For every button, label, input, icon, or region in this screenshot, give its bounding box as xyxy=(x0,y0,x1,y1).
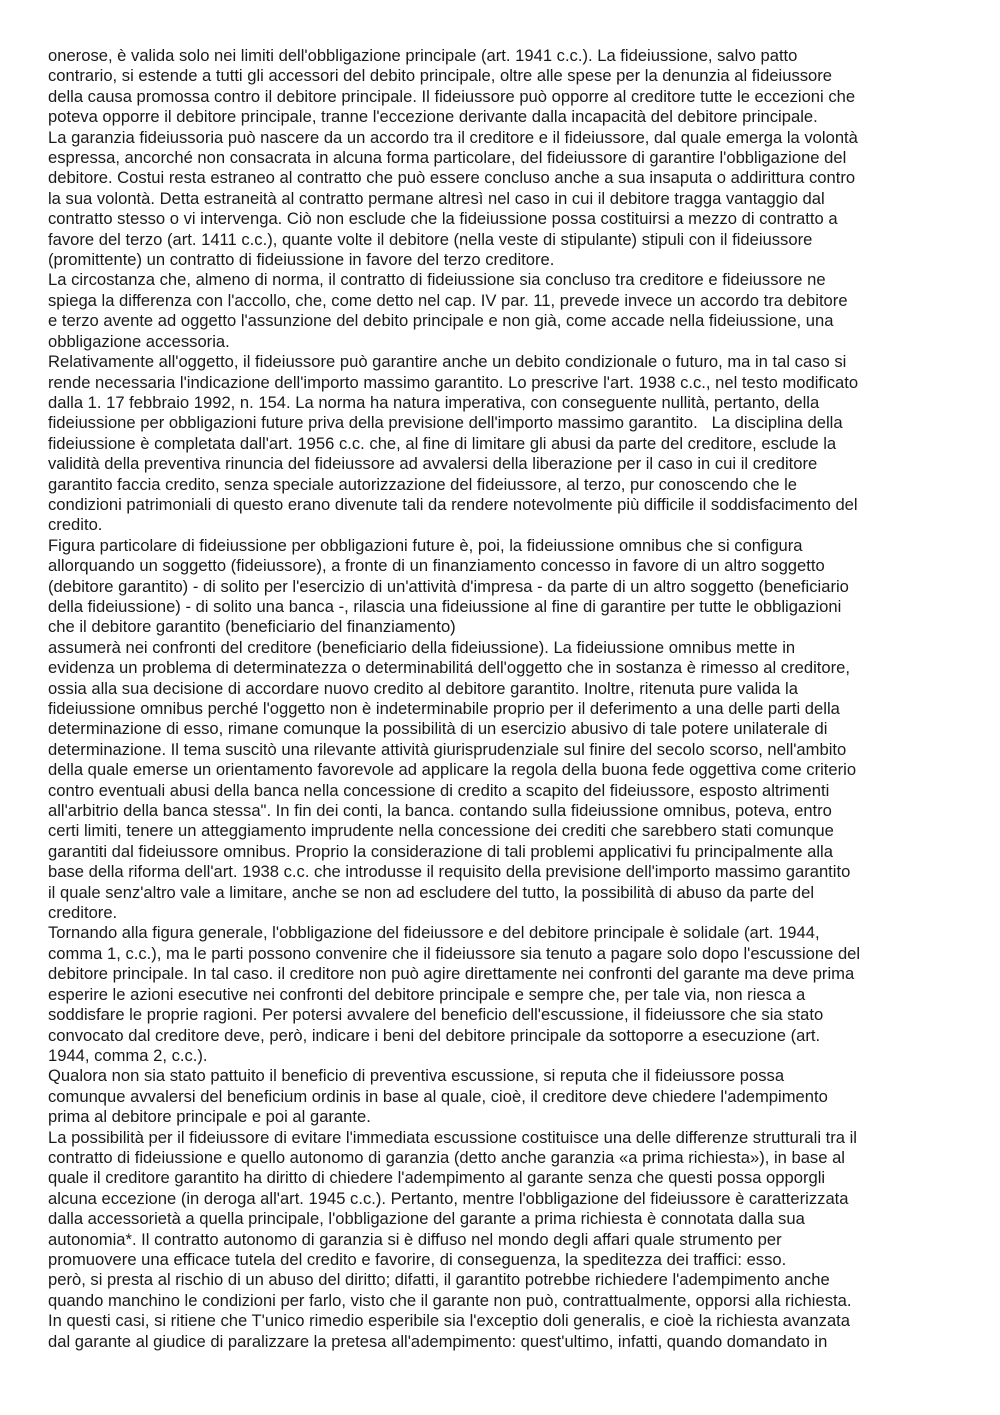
text-line: La circostanza che, almeno di norma, il contratto di fideiussione sia concluso tra creditore e fideiussore ne xyxy=(48,270,826,290)
text-line: quale il creditore garantito ha diritto di chiedere l'adempimento al garante senza che questi possa opporgli xyxy=(48,1168,826,1188)
text-line: che il debitore garantito (beneficiario del finanziamento) xyxy=(48,617,456,637)
text-line: dalla 1. 17 febbraio 1992, n. 154. La norma ha natura imperativa, con conseguente nullità, pertanto, della xyxy=(48,392,820,412)
text-line: assumerà nei confronti del creditore (beneficiario della fideiussione). La fideiussione omnibus mette in xyxy=(48,637,796,657)
text-line: promuovere una efficace tutela del credito e favorire, di conseguenza, la speditezza dei traffici: esso. xyxy=(48,1249,787,1269)
text-line: contrario, si estende a tutti gli accessori del debito principale, oltre alle spese per la denunzia al fideiussore xyxy=(48,66,833,86)
text-line: rende necessaria l'indicazione dell'importo massimo garantito. Lo prescrive l'art. 1938 c.c., nel testo modificato xyxy=(48,372,859,392)
text-line: dal garante al giudice di paralizzare la pretesa all'adempimento: quest'ultimo, infatti, quando domandato in xyxy=(48,1331,828,1351)
text-line: prima al debitore principale e poi al garante. xyxy=(48,1107,371,1127)
text-line: onerose, è valida solo nei limiti dell'obbligazione principale (art. 1941 c.c.). La fideiussione, salvo patto xyxy=(48,46,798,65)
text-line: validità della preventiva rinuncia del fideiussore ad avvalersi della liberazione per il caso in cui il creditore xyxy=(48,454,818,474)
text-line: (debitore garantito) - di solito per l'esercizio di un'attività d'impresa - da parte di un altro soggetto (beneficiario xyxy=(48,576,849,596)
text-line: comma 1, c.c.), ma le parti possono convenire che il fideiussore sia tenuto a pagare solo dopo l'escussione del xyxy=(48,943,861,963)
text-line: comunque avvalersi del beneficium ordinis in base al quale, cioè, il creditore deve chiedere l'adempimento xyxy=(48,1086,828,1106)
text-line: Qualora non sia stato pattuito il beneficio di preventiva escussione, si reputa che il fideiussore possa xyxy=(48,1066,785,1086)
text-line: della quale emerse un orientamento favorevole ad applicare la regola della buona fede oggettiva come criterio xyxy=(48,760,857,780)
text-line: credito. xyxy=(48,515,103,535)
text-line: autonomia*. Il contratto autonomo di garanzia si è diffuso nel mondo degli affari quale strumento per xyxy=(48,1229,782,1249)
text-line: favore del terzo (art. 1411 c.c.), quante volte il debitore (nella veste di stipulante) stipuli con il fideiussore xyxy=(48,229,813,249)
text-line: alcuna eccezione (in deroga all'art. 1945 c.c.). Pertanto, mentre l'obbligazione del fideiussore è caratterizzata xyxy=(48,1188,849,1208)
text-line: dalla accessorietà a quella principale, l'obbligazione del garante a prima richiesta è connotata dalla sua xyxy=(48,1209,805,1229)
text-line: garantito faccia credito, senza speciale autorizzazione del fideiussore, al terzo, pur conoscendo che le xyxy=(48,474,797,494)
text-line: (promittente) un contratto di fideiussione in favore del terzo creditore. xyxy=(48,250,555,270)
document-body xyxy=(48,46,960,1352)
text-line: Figura particolare di fideiussione per obbligazioni future è, poi, la fideiussione omnibus che si configura xyxy=(48,535,803,555)
text-line: 1944, comma 2, c.c.). xyxy=(48,1045,208,1065)
text-line: debitore principale. In tal caso. il creditore non può agire direttamente nei confronti del garante ma deve prima xyxy=(48,964,855,984)
text-line: però, si presta al rischio di un abuso del diritto; difatti, il garantito potrebbe richiedere l'adempimento anche xyxy=(48,1270,830,1290)
text-line: Relativamente all'oggetto, il fideiussore può garantire anche un debito condizionale o futuro, ma in tal caso si xyxy=(48,352,847,372)
text-line: della fideiussione) - di solito una banca -, rilascia una fideiussione al fine di garantire per tutte le obbligazioni xyxy=(48,596,842,616)
text-line: poteva opporre il debitore principale, tranne l'eccezione derivante dalla incapacità del debitore principale. xyxy=(48,107,818,127)
text-line: creditore. xyxy=(48,903,118,923)
text-line: In questi casi, si ritiene che T'unico rimedio esperibile sia l'exceptio doli generalis, e cioè la richiesta avanzata xyxy=(48,1311,851,1331)
text-line: contro eventuali abusi della banca nella concessione di credito a scapito del fideiussore, esposto altrimenti xyxy=(48,780,830,800)
text-line: determinazione. Il tema suscitò una rilevante attività giurisprudenziale sul finire del secolo scorso, nell'ambito xyxy=(48,739,847,759)
text-line: condizioni patrimoniali di questo erano divenute tali da rendere notevolmente più difficile il soddisfacimento del xyxy=(48,494,858,514)
text-line: all'arbitrio della banca stessa". In fin dei conti, la banca. contando sulla fideiussione omnibus, poteva, entro xyxy=(48,801,832,821)
text-line: evidenza un problema di determinatezza o determinabilitá dell'oggetto che in sostanza è rimesso al creditore, xyxy=(48,658,850,678)
text-line: spiega la differenza con l'accollo, che, come detto nel cap. IV par. 11, prevede invece un accordo tra debitore xyxy=(48,290,848,310)
text-line: fideiussione omnibus perché l'oggetto non è indeterminabile proprio per il deferimento a una delle parti della xyxy=(48,699,840,718)
text-line: certi limiti, tenere un atteggiamento imprudente nella concessione dei crediti che sarebbero stati comunque xyxy=(48,821,834,841)
text-line: determinazione di esso, rimane comunque la possibilità di un esercizio abusivo di tale potere unilaterale di xyxy=(48,719,828,739)
text-line: obbligazione accessoria. xyxy=(48,331,230,351)
text-line: e terzo avente ad oggetto l'assunzione del debito principale e non già, come accade nella fideiussione, una xyxy=(48,311,834,331)
text-line: La possibilità per il fideiussore di evitare l'immediata escussione costituisce una delle differenze strutturali tra il xyxy=(48,1127,857,1147)
text-line: la sua volontà. Detta estraneità al contratto permane altresì nel caso in cui il debitore tragga vantaggio dal xyxy=(48,188,825,208)
text-line: espressa, ancorché non consacrata in alcuna forma particolare, del fideiussore di garantire l'obbligazione del xyxy=(48,148,847,168)
text-line: quando manchino le condizioni per farlo, visto che il garante non può, contrattualmente, opporsi alla richiesta. xyxy=(48,1290,852,1310)
text-line: contratto stesso o vi intervenga. Ciò non esclude che la fideiussione possa costituirsi a mezzo di contratto a xyxy=(48,209,838,229)
text-line: garantiti dal fideiussore omnibus. Proprio la considerazione di tali problemi applicativi fu principalmente alla xyxy=(48,841,833,861)
text-line: debitore. Costui resta estraneo al contratto che può essere concluso anche a sua insaputa o addirittura contro xyxy=(48,168,856,188)
text-line: convocato dal creditore deve, però, indicare i beni del debitore principale da sottoporre a esecuzione (art. xyxy=(48,1025,821,1045)
text-line: allorquando un soggetto (fideiussore), a fronte di un finanziamento concesso in favore di un altro soggetto xyxy=(48,556,825,576)
text-line: contratto di fideiussione e quello autonomo di garanzia (detto anche garanzia «a prima richiesta»), in base al xyxy=(48,1147,845,1167)
text-line: esperire le azioni esecutive nei confronti del debitore principale e sempre che, per tale via, non riesca a xyxy=(48,984,806,1004)
text-line: base della riforma dell'art. 1938 c.c. che introdusse il requisito della previsione dell'importo massimo garantito xyxy=(48,862,851,882)
text-line: della causa promossa contro il debitore principale. Il fideiussore può opporre al creditore tutte le eccezioni che xyxy=(48,86,856,106)
text-line: fideiussione è completata dall'art. 1956 c.c. che, al fine di limitare gli abusi da parte del creditore, esclude la xyxy=(48,433,837,453)
text-line: Tornando alla figura generale, l'obbligazione del fideiussore e del debitore principale è solidale (art. 1944, xyxy=(48,923,820,943)
text-line: La garanzia fideiussoria può nascere da un accordo tra il creditore e il fideiussore, dal quale emerga la volontà xyxy=(48,127,858,147)
text-line: il quale senz'altro vale a limitare, anche se non ad escludere del tutto, la possibilità di abuso da parte del xyxy=(48,882,815,902)
text-line: ossia alla sua decisione di accordare nuovo credito al debitore garantito. Inoltre, ritenuta pure valida la xyxy=(48,678,798,698)
text-line: soddisfare le proprie ragioni. Per potersi avvalere del beneficio dell'escussione, il fideiussore che sia stato xyxy=(48,1005,824,1025)
text-line: fideiussione per obbligazioni future priva della previsione dell'importo massimo garantito. La disciplina della xyxy=(48,413,843,433)
